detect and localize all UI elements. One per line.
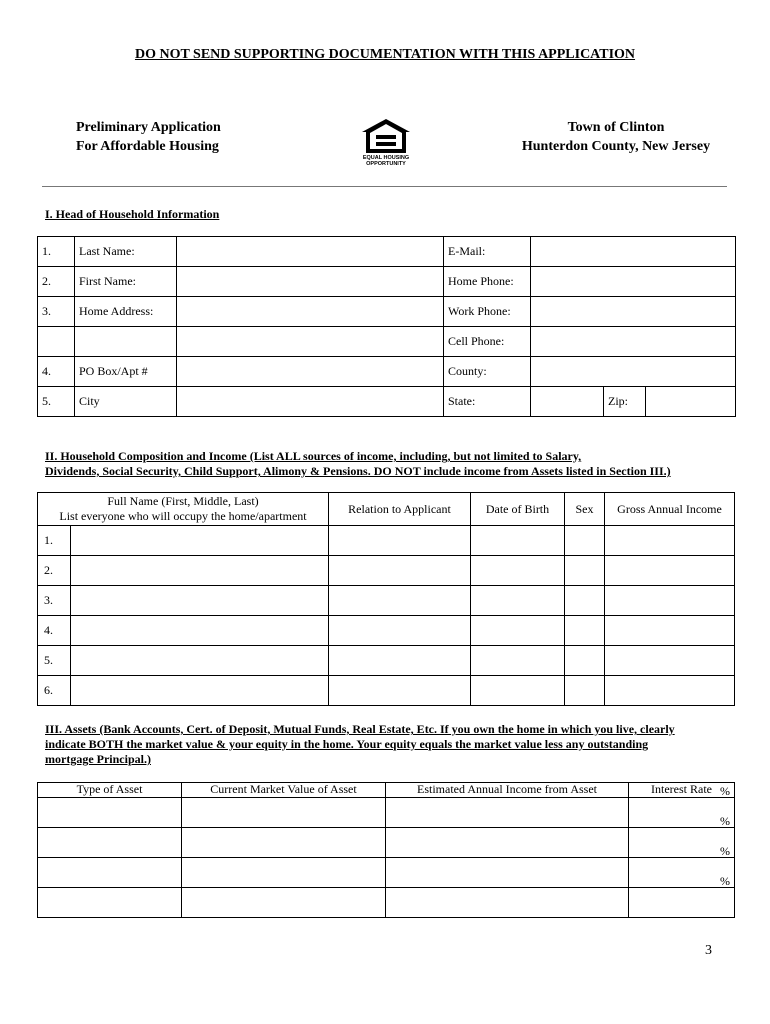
table-row xyxy=(38,237,736,267)
cell-phone-field[interactable] xyxy=(531,327,736,357)
work-phone-field[interactable] xyxy=(531,297,736,327)
table-row xyxy=(38,526,735,556)
asset-income-field[interactable] xyxy=(386,798,629,828)
col-header-income: Gross Annual Income xyxy=(605,493,735,526)
row-number: 4. xyxy=(44,623,53,637)
name-cell xyxy=(38,616,329,646)
field-label: E-Mail: xyxy=(444,237,531,267)
head-of-household-table xyxy=(37,236,736,417)
field-label: State: xyxy=(444,387,531,417)
interest-rate-field[interactable] xyxy=(629,844,735,888)
table-row xyxy=(38,327,736,357)
row-number: 6. xyxy=(44,683,53,697)
field-label: Work Phone: xyxy=(444,297,531,327)
municipality-line1: Town of Clinton xyxy=(567,120,665,135)
name-cell xyxy=(38,676,329,706)
row-number: 3. xyxy=(44,593,53,607)
table-row xyxy=(38,888,735,918)
municipality-line2: Hunterdon County, New Jersey xyxy=(521,139,711,154)
row-number: 2. xyxy=(44,563,53,577)
sex-field[interactable] xyxy=(565,676,605,706)
sex-field[interactable] xyxy=(565,526,605,556)
interest-rate-field[interactable] xyxy=(629,874,735,918)
table-header-row xyxy=(38,783,735,798)
assets-table xyxy=(37,782,735,918)
col-header-annual-income: Estimated Annual Income from Asset xyxy=(386,783,629,798)
home-address-field[interactable] xyxy=(177,297,444,327)
section1-heading: I. Head of Household Information xyxy=(45,207,220,221)
col-header-market-value: Current Market Value of Asset xyxy=(182,783,386,798)
table-row xyxy=(38,357,736,387)
asset-income-field[interactable] xyxy=(386,888,629,918)
po-box-field[interactable] xyxy=(177,357,444,387)
field-label: Home Phone: xyxy=(444,267,531,297)
field-label: PO Box/Apt # xyxy=(75,357,177,387)
municipality-title xyxy=(500,118,732,156)
member-name-field[interactable] xyxy=(70,676,328,705)
asset-type-field[interactable] xyxy=(38,798,182,828)
section2-heading-line2: Dividends, Social Security, Child Support, Alimony & Pensions. DO NOT include income from Assets listed in Section III.) xyxy=(45,464,671,478)
section3-heading-line2: indicate BOTH the market value & your equity in the home. Your equity equals the market value less any outstanding xyxy=(45,737,649,751)
table-row xyxy=(38,798,735,828)
zip-field[interactable] xyxy=(646,387,736,417)
name-cell xyxy=(38,526,329,556)
application-title-line1: Preliminary Application xyxy=(76,120,221,135)
name-cell xyxy=(38,556,329,586)
field-label: County: xyxy=(444,357,531,387)
equal-housing-icon xyxy=(360,118,412,154)
application-title-line2: For Affordable Housing xyxy=(76,139,219,154)
market-value-field[interactable] xyxy=(182,798,386,828)
col-header-asset-type: Type of Asset xyxy=(38,783,182,798)
field-label: Last Name: xyxy=(75,237,177,267)
field-label: First Name: xyxy=(75,267,177,297)
col-header-name-line2: List everyone who will occupy the home/apartment xyxy=(59,509,307,523)
city-field[interactable] xyxy=(177,387,444,417)
col-header-relation: Relation to Applicant xyxy=(329,493,471,526)
member-name-field[interactable] xyxy=(70,616,328,645)
table-row xyxy=(38,646,735,676)
row-number: 3. xyxy=(38,297,75,327)
asset-income-field[interactable] xyxy=(386,858,629,888)
asset-income-field[interactable] xyxy=(386,828,629,858)
home-address-line2-field[interactable] xyxy=(177,327,444,357)
field-label: Cell Phone: xyxy=(444,327,531,357)
table-row xyxy=(38,828,735,858)
col-header-dob: Date of Birth xyxy=(471,493,565,526)
table-header-row xyxy=(38,493,735,526)
relation-field[interactable] xyxy=(329,676,471,706)
interest-rate-field[interactable] xyxy=(629,814,735,858)
income-field[interactable] xyxy=(605,676,735,706)
field-label: Home Address: xyxy=(75,297,177,327)
sex-field[interactable] xyxy=(565,586,605,616)
field-label: Zip: xyxy=(604,387,646,417)
member-name-field[interactable] xyxy=(70,556,328,585)
dob-field[interactable] xyxy=(471,616,565,646)
name-cell xyxy=(38,586,329,616)
market-value-field[interactable] xyxy=(182,858,386,888)
table-row xyxy=(38,297,736,327)
income-field[interactable] xyxy=(605,526,735,556)
section3-heading-line1: III. Assets (Bank Accounts, Cert. of Deposit, Mutual Funds, Real Estate, Etc. If you own the home in which you live, clearly xyxy=(45,722,675,736)
name-cell xyxy=(38,646,329,676)
market-value-field[interactable] xyxy=(182,828,386,858)
dob-field[interactable] xyxy=(471,556,565,586)
member-name-field[interactable] xyxy=(70,526,328,555)
asset-type-field[interactable] xyxy=(38,828,182,858)
table-row xyxy=(38,616,735,646)
last-name-field[interactable] xyxy=(177,237,444,267)
col-header-name-line1: Full Name (First, Middle, Last) xyxy=(107,494,259,508)
dob-field[interactable] xyxy=(471,676,565,706)
home-phone-field[interactable] xyxy=(531,267,736,297)
sex-field[interactable] xyxy=(565,556,605,586)
member-name-field[interactable] xyxy=(70,646,328,675)
row-number xyxy=(38,327,75,357)
page-number: 3 xyxy=(705,943,712,958)
row-number: 1. xyxy=(44,533,53,547)
income-field[interactable] xyxy=(605,556,735,586)
section2-heading-line1: II. Household Composition and Income (List ALL sources of income, including, but not limited to Salary, xyxy=(45,449,582,463)
sex-field[interactable] xyxy=(565,616,605,646)
sex-field[interactable] xyxy=(565,646,605,676)
income-field[interactable] xyxy=(605,586,735,616)
section3-heading xyxy=(45,722,675,767)
email-field[interactable] xyxy=(531,237,736,267)
household-composition-table xyxy=(37,492,735,706)
equal-housing-logo xyxy=(360,118,412,168)
county-field[interactable] xyxy=(531,357,736,387)
market-value-field[interactable] xyxy=(182,888,386,918)
dob-field[interactable] xyxy=(471,586,565,616)
col-header-sex: Sex xyxy=(565,493,605,526)
table-row xyxy=(38,586,735,616)
col-header-name xyxy=(38,493,329,526)
percent-symbol: % xyxy=(720,784,730,798)
application-title xyxy=(76,118,296,156)
dob-field[interactable] xyxy=(471,646,565,676)
relation-field[interactable] xyxy=(329,586,471,616)
col-header-interest-rate: Interest Rate xyxy=(629,783,735,798)
first-name-field[interactable] xyxy=(177,267,444,297)
row-number: 5. xyxy=(44,653,53,667)
table-row xyxy=(38,858,735,888)
income-field[interactable] xyxy=(605,616,735,646)
table-row xyxy=(38,387,736,417)
percent-symbol: % xyxy=(720,874,730,888)
logo-caption-line2: OPPORTUNITY xyxy=(366,161,406,167)
row-number: 5. xyxy=(38,387,75,417)
income-field[interactable] xyxy=(605,646,735,676)
relation-field[interactable] xyxy=(329,556,471,586)
field-label: City xyxy=(75,387,177,417)
state-field[interactable] xyxy=(531,387,604,417)
row-number: 4. xyxy=(38,357,75,387)
dob-field[interactable] xyxy=(471,526,565,556)
table-row xyxy=(38,556,735,586)
percent-symbol: % xyxy=(720,814,730,828)
header-divider xyxy=(42,186,727,187)
relation-field[interactable] xyxy=(329,616,471,646)
section3-heading-line3: mortgage Principal.) xyxy=(45,752,151,766)
row-number: 1. xyxy=(38,237,75,267)
logo-caption-line1: EQUAL HOUSING xyxy=(362,155,410,161)
relation-field[interactable] xyxy=(329,646,471,676)
section2-heading xyxy=(45,449,671,479)
relation-field[interactable] xyxy=(329,526,471,556)
asset-type-field[interactable] xyxy=(38,888,182,918)
table-row xyxy=(38,676,735,706)
member-name-field[interactable] xyxy=(70,586,328,615)
asset-type-field[interactable] xyxy=(38,858,182,888)
percent-symbol: % xyxy=(720,844,730,858)
field-label xyxy=(75,327,177,357)
table-row xyxy=(38,267,736,297)
row-number: 2. xyxy=(38,267,75,297)
banner-warning: DO NOT SEND SUPPORTING DOCUMENTATION WITH THIS APPLICATION xyxy=(134,47,636,62)
